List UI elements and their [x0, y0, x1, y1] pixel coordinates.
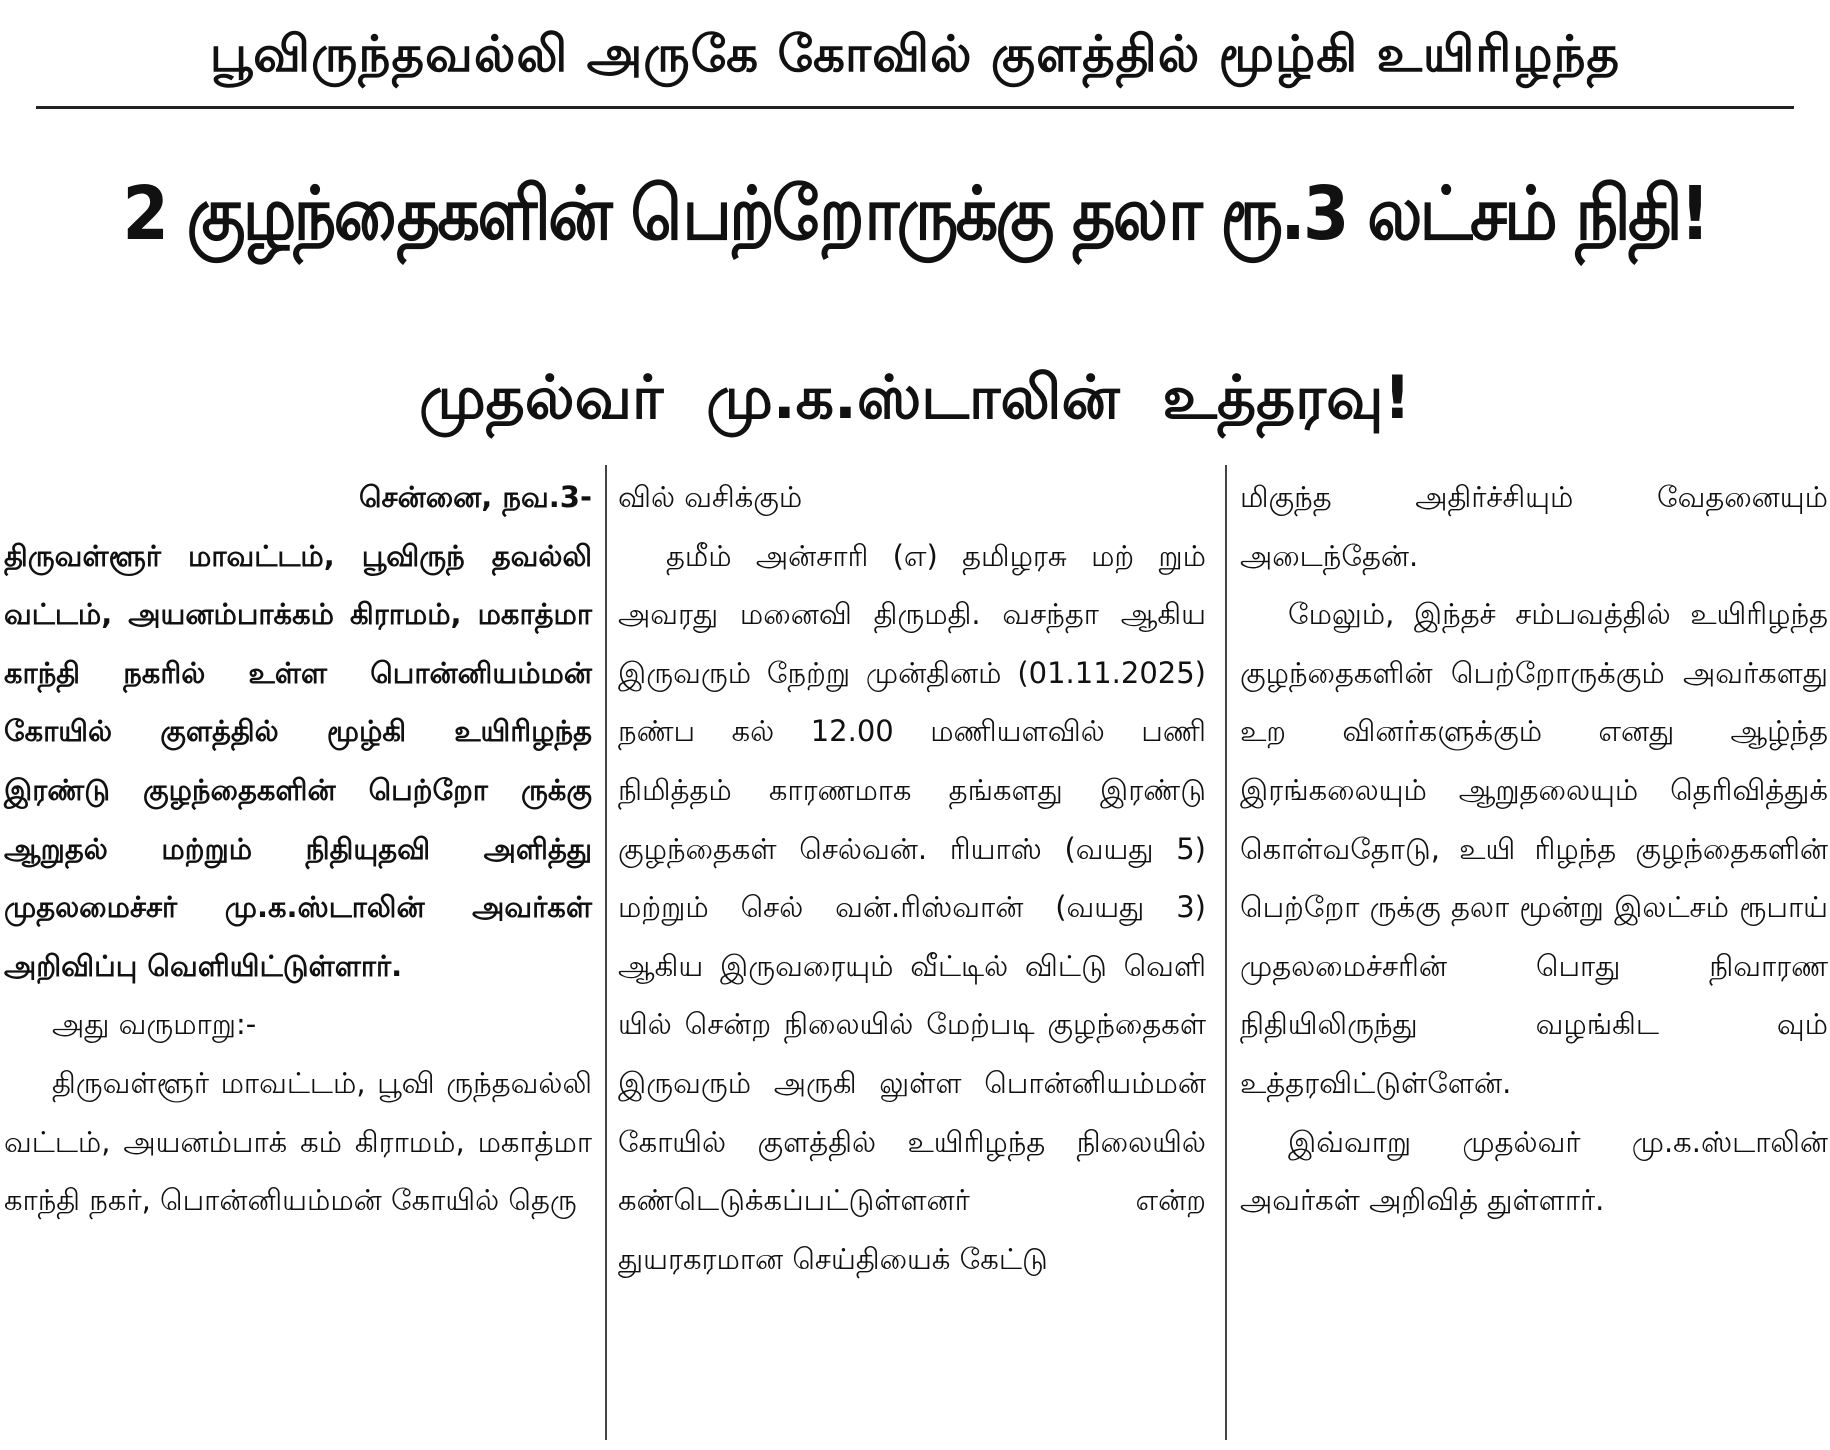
body-paragraph: மேலும், இந்தச் சம்பவத்தில் உயிரிழந்த குழந்தைகளின் பெற்றோருக்கும் அவர்களது உற வினர்களுக்கும் எனது ஆழ்ந்த இரங்கலையும் ஆறுதலையும் தெரிவித்துக் கொள்வதோடு, உயி ரிழந்த குழந்தைகளின் பெற்றோ ருக்கு தலா மூன்று இலட்சம் ரூபாய் முதலமைச்சரின் பொது நிவாரண நிதியிலிருந்து வழங்கிட வும் உத்தரவிட்டுள்ளேன். — [1240, 597, 1828, 1100]
column-divider — [1225, 465, 1227, 1440]
body-paragraph: வில் வசிக்கும் — [618, 480, 803, 514]
article-column-left — [4, 468, 592, 1230]
article-column-middle — [618, 468, 1206, 1288]
lead-in: அது வருமாறு:- — [52, 1007, 257, 1042]
closing-paragraph: இவ்வாறு முதல்வர் மு.க.ஸ்டாலின் அவர்கள் அறிவித் துள்ளார். — [1240, 1124, 1828, 1218]
subheadline: முதல்வர் மு.க.ஸ்டாலின் உத்தரவு! — [419, 363, 1411, 433]
intro-paragraph: திருவள்ளூர் மாவட்டம், பூவிருந் தவல்லி வட்டம், அயனம்பாக்கம் கிராமம், மகாத்மா காந்தி நகரில் உள்ள பொன்னியம்மன் கோயில் குளத்தில் மூழ்கி உயிரிழந்த இரண்டு குழந்தைகளின் பெற்றோ ருக்கு ஆறுதல் மற்றும் நிதியுதவி அளித்து முதலமைச்சர் மு.க.ஸ்டாலின் அவர்கள் அறிவிப்பு வெளியிட்டுள்ளார். — [4, 538, 592, 983]
body-paragraph: திருவள்ளூர் மாவட்டம், பூவி ருந்தவல்லி வட்டம், அயனம்பாக் கம் கிராமம், மகாத்மா காந்தி நகர், பொன்னியம்மன் கோயில் தெரு — [4, 1065, 592, 1218]
kicker-headline: பூவிருந்தவல்லி அருகே கோவில் குளத்தில் மூழ்கி உயிரிழந்த — [209, 25, 1621, 83]
article-column-right — [1240, 468, 1828, 1230]
body-paragraph: மிகுந்த அதிர்ச்சியும் வேதனையும் அடைந்தேன். — [1240, 480, 1828, 573]
dateline: சென்னை, நவ.3- — [358, 480, 592, 514]
main-headline: 2 குழந்தைகளின் பெற்றோருக்கு தலா ரூ.3 லட்சம் நிதி! — [122, 171, 1708, 257]
body-paragraph: தமீம் அன்சாரி (எ) தமிழரசு மற் றும் அவரது மனைவி திருமதி. வசந்தா ஆகிய இருவரும் நேற்று முன்தினம் (01.11.2025) நண்ப கல் 12.00 மணியளவில் பணி நிமித்தம் காரணமாக தங்களது இரண்டு குழந்தைகள் செல்வன். ரியாஸ் (வயது 5) மற்றும் செல் வன்.ரிஸ்வான் (வயது 3) ஆகிய இருவரையும் வீட்டில் விட்டு வெளி யில் சென்ற நிலையில் மேற்படி குழந்தைகள் இருவரும் அருகி லுள்ள பொன்னியம்மன் கோயில் குளத்தில் உயிரிழந்த நிலையில் கண்டெடுக்கப்பட்டுள்ளனர் என்ற துயரகரமான செய்தியைக் கேட்டு — [618, 538, 1206, 1276]
column-divider — [605, 465, 607, 1440]
kicker-rule — [36, 106, 1794, 109]
